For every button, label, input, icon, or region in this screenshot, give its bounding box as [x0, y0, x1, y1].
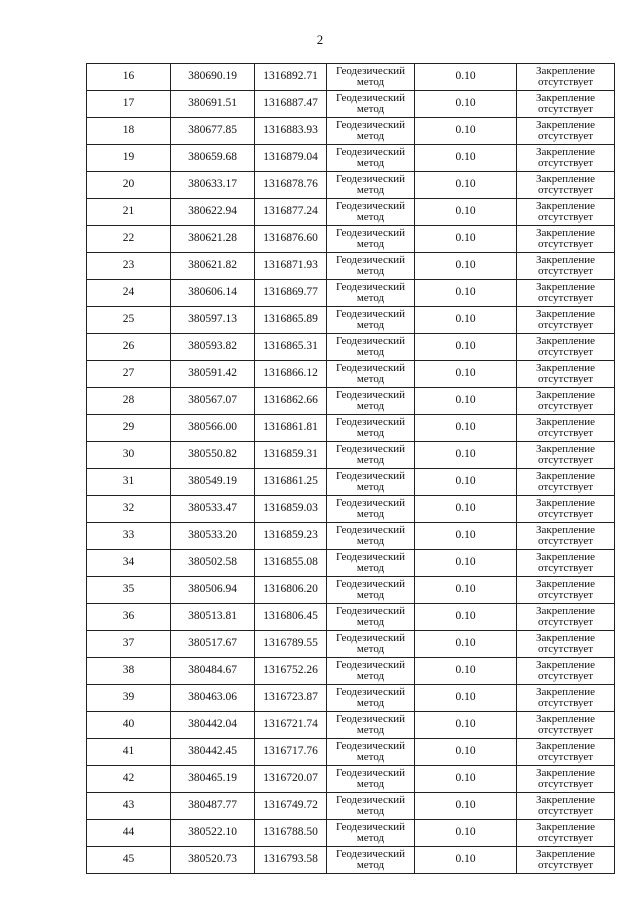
- method-cell: Геодезический метод: [327, 712, 415, 739]
- y-coordinate-cell: 1316879.04: [255, 145, 327, 172]
- error-cell: 0.10: [415, 847, 517, 874]
- error-cell: 0.10: [415, 442, 517, 469]
- y-coordinate-cell: 1316878.76: [255, 172, 327, 199]
- y-coordinate-cell: 1316859.31: [255, 442, 327, 469]
- table-row: [87, 631, 615, 658]
- point-number-cell: 29: [87, 415, 171, 442]
- y-coordinate-cell: 1316862.66: [255, 388, 327, 415]
- x-coordinate-cell: 380487.77: [171, 793, 255, 820]
- y-coordinate-cell: 1316859.23: [255, 523, 327, 550]
- method-cell: Геодезический метод: [327, 199, 415, 226]
- table-row: [87, 793, 615, 820]
- fixing-cell: Закрепление отсутствует: [517, 145, 615, 172]
- y-coordinate-cell: 1316855.08: [255, 550, 327, 577]
- x-coordinate-cell: 380465.19: [171, 766, 255, 793]
- method-cell: Геодезический метод: [327, 739, 415, 766]
- method-cell: Геодезический метод: [327, 685, 415, 712]
- table-row: [87, 226, 615, 253]
- table-row: [87, 820, 615, 847]
- error-cell: 0.10: [415, 253, 517, 280]
- table-row: [87, 64, 615, 91]
- point-number-cell: 16: [87, 64, 171, 91]
- method-cell: Геодезический метод: [327, 172, 415, 199]
- error-cell: 0.10: [415, 118, 517, 145]
- error-cell: 0.10: [415, 685, 517, 712]
- x-coordinate-cell: 380517.67: [171, 631, 255, 658]
- x-coordinate-cell: 380533.47: [171, 496, 255, 523]
- error-cell: 0.10: [415, 577, 517, 604]
- y-coordinate-cell: 1316866.12: [255, 361, 327, 388]
- fixing-cell: Закрепление отсутствует: [517, 226, 615, 253]
- x-coordinate-cell: 380442.45: [171, 739, 255, 766]
- point-number-cell: 45: [87, 847, 171, 874]
- point-number-cell: 20: [87, 172, 171, 199]
- x-coordinate-cell: 380550.82: [171, 442, 255, 469]
- method-cell: Геодезический метод: [327, 388, 415, 415]
- fixing-cell: Закрепление отсутствует: [517, 280, 615, 307]
- error-cell: 0.10: [415, 631, 517, 658]
- error-cell: 0.10: [415, 766, 517, 793]
- point-number-cell: 43: [87, 793, 171, 820]
- error-cell: 0.10: [415, 91, 517, 118]
- y-coordinate-cell: 1316806.45: [255, 604, 327, 631]
- error-cell: 0.10: [415, 523, 517, 550]
- error-cell: 0.10: [415, 658, 517, 685]
- point-number-cell: 32: [87, 496, 171, 523]
- method-cell: Геодезический метод: [327, 91, 415, 118]
- table-row: [87, 577, 615, 604]
- fixing-cell: Закрепление отсутствует: [517, 523, 615, 550]
- error-cell: 0.10: [415, 739, 517, 766]
- error-cell: 0.10: [415, 145, 517, 172]
- fixing-cell: Закрепление отсутствует: [517, 793, 615, 820]
- table-row: [87, 334, 615, 361]
- fixing-cell: Закрепление отсутствует: [517, 388, 615, 415]
- y-coordinate-cell: 1316876.60: [255, 226, 327, 253]
- point-number-cell: 39: [87, 685, 171, 712]
- y-coordinate-cell: 1316883.93: [255, 118, 327, 145]
- x-coordinate-cell: 380593.82: [171, 334, 255, 361]
- method-cell: Геодезический метод: [327, 307, 415, 334]
- method-cell: Геодезический метод: [327, 469, 415, 496]
- error-cell: 0.10: [415, 469, 517, 496]
- table-row: [87, 388, 615, 415]
- point-number-cell: 27: [87, 361, 171, 388]
- method-cell: Геодезический метод: [327, 766, 415, 793]
- point-number-cell: 22: [87, 226, 171, 253]
- table-row: [87, 361, 615, 388]
- point-number-cell: 17: [87, 91, 171, 118]
- point-number-cell: 18: [87, 118, 171, 145]
- method-cell: Геодезический метод: [327, 442, 415, 469]
- method-cell: Геодезический метод: [327, 415, 415, 442]
- fixing-cell: Закрепление отсутствует: [517, 442, 615, 469]
- x-coordinate-cell: 380520.73: [171, 847, 255, 874]
- table-row: [87, 496, 615, 523]
- point-number-cell: 41: [87, 739, 171, 766]
- x-coordinate-cell: 380549.19: [171, 469, 255, 496]
- method-cell: Геодезический метод: [327, 145, 415, 172]
- fixing-cell: Закрепление отсутствует: [517, 631, 615, 658]
- method-cell: Геодезический метод: [327, 604, 415, 631]
- x-coordinate-cell: 380591.42: [171, 361, 255, 388]
- table-row: [87, 712, 615, 739]
- method-cell: Геодезический метод: [327, 226, 415, 253]
- table-row: [87, 415, 615, 442]
- coordinates-table-body: [87, 64, 615, 874]
- fixing-cell: Закрепление отсутствует: [517, 712, 615, 739]
- point-number-cell: 25: [87, 307, 171, 334]
- y-coordinate-cell: 1316892.71: [255, 64, 327, 91]
- point-number-cell: 23: [87, 253, 171, 280]
- point-number-cell: 37: [87, 631, 171, 658]
- point-number-cell: 33: [87, 523, 171, 550]
- fixing-cell: Закрепление отсутствует: [517, 361, 615, 388]
- x-coordinate-cell: 380690.19: [171, 64, 255, 91]
- y-coordinate-cell: 1316887.47: [255, 91, 327, 118]
- x-coordinate-cell: 380463.06: [171, 685, 255, 712]
- point-number-cell: 24: [87, 280, 171, 307]
- fixing-cell: Закрепление отсутствует: [517, 739, 615, 766]
- y-coordinate-cell: 1316869.77: [255, 280, 327, 307]
- page-number: 2: [316, 32, 324, 47]
- error-cell: 0.10: [415, 415, 517, 442]
- y-coordinate-cell: 1316877.24: [255, 199, 327, 226]
- fixing-cell: Закрепление отсутствует: [517, 118, 615, 145]
- x-coordinate-cell: 380621.28: [171, 226, 255, 253]
- method-cell: Геодезический метод: [327, 658, 415, 685]
- method-cell: Геодезический метод: [327, 118, 415, 145]
- x-coordinate-cell: 380597.13: [171, 307, 255, 334]
- x-coordinate-cell: 380567.07: [171, 388, 255, 415]
- error-cell: 0.10: [415, 199, 517, 226]
- method-cell: Геодезический метод: [327, 64, 415, 91]
- fixing-cell: Закрепление отсутствует: [517, 415, 615, 442]
- point-number-cell: 36: [87, 604, 171, 631]
- fixing-cell: Закрепление отсутствует: [517, 577, 615, 604]
- x-coordinate-cell: 380677.85: [171, 118, 255, 145]
- fixing-cell: Закрепление отсутствует: [517, 496, 615, 523]
- method-cell: Геодезический метод: [327, 631, 415, 658]
- fixing-cell: Закрепление отсутствует: [517, 550, 615, 577]
- method-cell: Геодезический метод: [327, 280, 415, 307]
- y-coordinate-cell: 1316717.76: [255, 739, 327, 766]
- error-cell: 0.10: [415, 172, 517, 199]
- error-cell: 0.10: [415, 793, 517, 820]
- x-coordinate-cell: 380522.10: [171, 820, 255, 847]
- point-number-cell: 44: [87, 820, 171, 847]
- method-cell: Геодезический метод: [327, 334, 415, 361]
- point-number-cell: 19: [87, 145, 171, 172]
- error-cell: 0.10: [415, 334, 517, 361]
- y-coordinate-cell: 1316859.03: [255, 496, 327, 523]
- error-cell: 0.10: [415, 64, 517, 91]
- table-row: [87, 847, 615, 874]
- point-number-cell: 30: [87, 442, 171, 469]
- table-row: [87, 550, 615, 577]
- table-row: [87, 145, 615, 172]
- table-row: [87, 766, 615, 793]
- table-row: [87, 172, 615, 199]
- method-cell: Геодезический метод: [327, 793, 415, 820]
- method-cell: Геодезический метод: [327, 253, 415, 280]
- error-cell: 0.10: [415, 604, 517, 631]
- x-coordinate-cell: 380621.82: [171, 253, 255, 280]
- point-number-cell: 34: [87, 550, 171, 577]
- error-cell: 0.10: [415, 496, 517, 523]
- method-cell: Геодезический метод: [327, 496, 415, 523]
- table-row: [87, 685, 615, 712]
- fixing-cell: Закрепление отсутствует: [517, 658, 615, 685]
- method-cell: Геодезический метод: [327, 577, 415, 604]
- y-coordinate-cell: 1316793.58: [255, 847, 327, 874]
- y-coordinate-cell: 1316861.81: [255, 415, 327, 442]
- fixing-cell: Закрепление отсутствует: [517, 253, 615, 280]
- y-coordinate-cell: 1316752.26: [255, 658, 327, 685]
- error-cell: 0.10: [415, 712, 517, 739]
- table-row: [87, 280, 615, 307]
- x-coordinate-cell: 380502.58: [171, 550, 255, 577]
- x-coordinate-cell: 380622.94: [171, 199, 255, 226]
- error-cell: 0.10: [415, 307, 517, 334]
- method-cell: Геодезический метод: [327, 847, 415, 874]
- fixing-cell: Закрепление отсутствует: [517, 604, 615, 631]
- table-row: [87, 442, 615, 469]
- y-coordinate-cell: 1316865.31: [255, 334, 327, 361]
- y-coordinate-cell: 1316721.74: [255, 712, 327, 739]
- fixing-cell: Закрепление отсутствует: [517, 307, 615, 334]
- point-number-cell: 21: [87, 199, 171, 226]
- error-cell: 0.10: [415, 226, 517, 253]
- table-row: [87, 658, 615, 685]
- x-coordinate-cell: 380513.81: [171, 604, 255, 631]
- x-coordinate-cell: 380506.94: [171, 577, 255, 604]
- x-coordinate-cell: 380659.68: [171, 145, 255, 172]
- fixing-cell: Закрепление отсутствует: [517, 64, 615, 91]
- y-coordinate-cell: 1316871.93: [255, 253, 327, 280]
- point-number-cell: 35: [87, 577, 171, 604]
- fixing-cell: Закрепление отсутствует: [517, 172, 615, 199]
- x-coordinate-cell: 380533.20: [171, 523, 255, 550]
- fixing-cell: Закрепление отсутствует: [517, 199, 615, 226]
- y-coordinate-cell: 1316723.87: [255, 685, 327, 712]
- error-cell: 0.10: [415, 550, 517, 577]
- error-cell: 0.10: [415, 388, 517, 415]
- x-coordinate-cell: 380442.04: [171, 712, 255, 739]
- table-row: [87, 91, 615, 118]
- error-cell: 0.10: [415, 280, 517, 307]
- table-row: [87, 523, 615, 550]
- point-number-cell: 38: [87, 658, 171, 685]
- point-number-cell: 28: [87, 388, 171, 415]
- table-row: [87, 253, 615, 280]
- table-row: [87, 199, 615, 226]
- error-cell: 0.10: [415, 820, 517, 847]
- error-cell: 0.10: [415, 361, 517, 388]
- x-coordinate-cell: 380606.14: [171, 280, 255, 307]
- method-cell: Геодезический метод: [327, 820, 415, 847]
- fixing-cell: Закрепление отсутствует: [517, 469, 615, 496]
- y-coordinate-cell: 1316861.25: [255, 469, 327, 496]
- fixing-cell: Закрепление отсутствует: [517, 820, 615, 847]
- coordinates-table: [86, 63, 615, 874]
- fixing-cell: Закрепление отсутствует: [517, 847, 615, 874]
- point-number-cell: 40: [87, 712, 171, 739]
- y-coordinate-cell: 1316865.89: [255, 307, 327, 334]
- table-row: [87, 307, 615, 334]
- method-cell: Геодезический метод: [327, 550, 415, 577]
- y-coordinate-cell: 1316720.07: [255, 766, 327, 793]
- method-cell: Геодезический метод: [327, 523, 415, 550]
- fixing-cell: Закрепление отсутствует: [517, 685, 615, 712]
- y-coordinate-cell: 1316749.72: [255, 793, 327, 820]
- y-coordinate-cell: 1316788.50: [255, 820, 327, 847]
- table-row: [87, 118, 615, 145]
- x-coordinate-cell: 380484.67: [171, 658, 255, 685]
- fixing-cell: Закрепление отсутствует: [517, 91, 615, 118]
- x-coordinate-cell: 380633.17: [171, 172, 255, 199]
- table-row: [87, 469, 615, 496]
- y-coordinate-cell: 1316806.20: [255, 577, 327, 604]
- fixing-cell: Закрепление отсутствует: [517, 766, 615, 793]
- x-coordinate-cell: 380691.51: [171, 91, 255, 118]
- x-coordinate-cell: 380566.00: [171, 415, 255, 442]
- fixing-cell: Закрепление отсутствует: [517, 334, 615, 361]
- point-number-cell: 31: [87, 469, 171, 496]
- y-coordinate-cell: 1316789.55: [255, 631, 327, 658]
- point-number-cell: 42: [87, 766, 171, 793]
- table-row: [87, 739, 615, 766]
- table-row: [87, 604, 615, 631]
- point-number-cell: 26: [87, 334, 171, 361]
- method-cell: Геодезический метод: [327, 361, 415, 388]
